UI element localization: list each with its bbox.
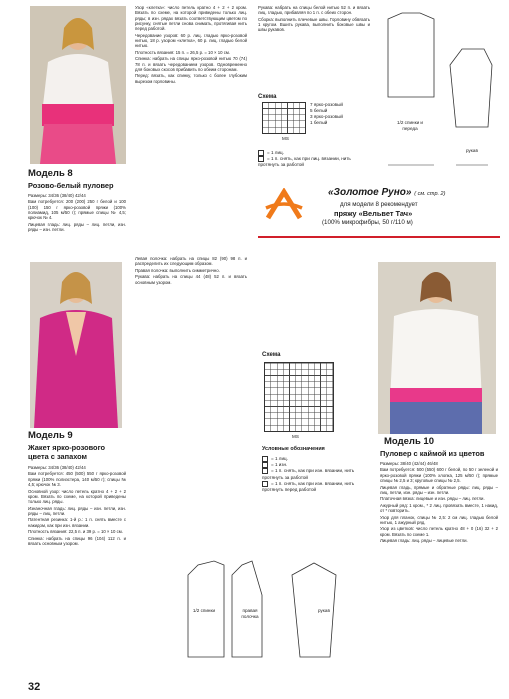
- ad-line1: для модели 8 рекомендует: [340, 201, 418, 208]
- scheme2-marks: [262, 456, 374, 493]
- scheme1-mark-text: = 1 п. снять, как при лиц. вязании, нить протянуть за работой: [258, 156, 351, 168]
- scheme1-marks: [258, 150, 370, 168]
- model8-line-front: Перед: вязать, как спинку, только с более глубоким вырезом горловины.: [135, 73, 247, 84]
- model9-line-materials: Вам потребуется: 450 (500) 550 г ярко-розовой пряжи (100% полиэстера, 140 м/50 г); спицы № 4,5; крючок № 3.: [28, 471, 126, 488]
- model8-line-materials: Вам потребуется: 200 (200) 250 г белой и 100 (100) 150 г ярко-розовой пряжи (100% полиамид, 105 м/50 г); прямые спицы № 4,5; крючок № 4.: [28, 199, 126, 221]
- model10-line-materials: Вам потребуется: 500 (550) 600 г белой, по 50 г зеленой и ярко-розовой пряжи (100% хлопка, 125 м/50 г); прямые спицы № 2,5 и 3; круговые спицы № 2,5.: [380, 467, 498, 484]
- model10-text-col: [380, 461, 498, 545]
- model8-line-assembly: Сборка: выполнить плечевые швы. Горловину обвязать 1 кругом. Вшить рукава, выполнить боковые швы и швы рукавов.: [258, 16, 370, 33]
- model9-line-sizes: Размеры: 34/36 (38/40) 42/44: [28, 465, 86, 470]
- model10-line-garter: Платочная вязка: лицевые и изн. ряды – лиц. петли.: [380, 496, 485, 502]
- model10-heading: Модель 10: [384, 436, 434, 447]
- ad-divider: [258, 236, 500, 238]
- scheme2-symbols-title: Условные обозначения: [262, 446, 325, 452]
- model9-line-right-front: Правая полочка: выполнить симметрично.: [135, 267, 220, 273]
- scheme2-title: Схема: [262, 352, 281, 358]
- ad-line3: (100% микрофибры, 50 г/110 м): [322, 219, 413, 226]
- model8-line-sleeves: Рукава: набрать на спицы белой нитью 52 п. и вязать лиц. гладью, прибавляя по 1 п. с обеих сторон.: [258, 5, 370, 16]
- scheme1-legend: [310, 102, 343, 126]
- slip-front-symbol-icon: [262, 481, 268, 487]
- model10-line-stockinette2: Лицевая гладь: лиц. ряды – лицевые петли.: [380, 538, 468, 544]
- ad-logo: [262, 188, 306, 222]
- model8-text-col3: [258, 5, 370, 34]
- model8-line-gauge: Плотность вязания: 15 п. = 26,5 р. = 10 × 10 см.: [135, 49, 231, 55]
- model8-diagram-back-label: 1/2 спинки и переда: [397, 120, 423, 131]
- model9-diagram-back-label: 1/2 спинки: [192, 608, 216, 613]
- scheme2-mark-text: = 1 п. снять, как при изн. вязании, нить протянуть за работой: [262, 468, 355, 480]
- model10-line-bands: Узор для планок, спицы № 2,5: 2 см лиц. гладью белой нитью, 1 ажурный ряд.: [380, 514, 498, 525]
- model8-photo: [30, 6, 126, 164]
- model9-text-col2: [135, 256, 247, 286]
- ad-line2: пряжу «Вельвет Тач»: [334, 209, 413, 218]
- model9-text-col1: [28, 465, 126, 547]
- model9-line-sleeves: Рукава: набрать на спицы 44 (48) 52 п. и вязать основным узором.: [135, 274, 247, 285]
- scheme2-mark-row: [262, 468, 374, 480]
- ad-brand: [328, 187, 445, 198]
- scheme1-mark-row: [258, 156, 370, 168]
- model9-diagram-front-label: правая полочка: [241, 608, 259, 619]
- model10-line-eyelet: Ажурный ряд: 1 кром., * 2 лиц. провязать вместе, 1 накид, от * повторить.: [380, 502, 498, 514]
- model10-line-sizes: Размеры: 38/40 (42/44) 46/48: [380, 461, 438, 466]
- purl-symbol-icon: [262, 462, 268, 468]
- model9-line-reverse: Изнаночная гладь: лиц. ряды – изн. петли, изн. ряды – лиц. петли.: [28, 505, 126, 516]
- scheme1-legend-row: 3 ярко-розовый: [310, 114, 343, 119]
- model9-diagram-sleeve-label: рукав: [318, 608, 330, 613]
- model9-line-back: Спинка: набрать на спицы 96 (104) 112 п. и вязать основным узором.: [28, 535, 126, 546]
- scheme1-ms: MS: [282, 136, 289, 141]
- model9-line-rib: Патентная резинка: 1-й р.: 1 п. снять вместе с накидом, как при изн. вязании.: [28, 517, 126, 528]
- scheme2-mark-text: = 1 п. снять, как при изн. вязании, нить протянуть перед работой: [262, 480, 355, 492]
- scheme1-legend-row: 5 белый: [310, 108, 328, 113]
- model9-line-pattern: Основной узор: число петель кратно 4 + 2 + 2 кром. Вязать по схеме, на которой приведены только лиц. ряды.: [28, 488, 126, 505]
- scheme2-mark-row: [262, 481, 374, 493]
- scheme2-mark-text: = 1 изн.: [271, 462, 288, 468]
- scheme1-legend-row: 7 ярко-розовый: [310, 102, 343, 107]
- model8-text-col1: [28, 193, 126, 234]
- model10-line-flowers: Узор из цветков: число петель кратно 48 + 0 (16) 32 + 2 кром. Вязать по схеме 1.: [380, 526, 498, 537]
- scheme2-mark-text: = 1 лиц.: [271, 456, 288, 462]
- model9-line-gauge: Плотность вязания: 22,5 п. и 39 р. = 10 × 10 см.: [28, 529, 123, 535]
- ad-brand-name: «Золотое Руно»: [328, 187, 412, 198]
- scheme2-ms: MS: [292, 434, 299, 439]
- model10-photo: [378, 262, 496, 434]
- model8-line-pattern: Узор «клетка»: число петель кратно 4 + 2 + 2 кром. Вязать по схеме, на которой приведены только лиц. ряды; в изн. рядах вязать соответствующим цветом по рисунку, снятые петли снова снимать, протягивая нить перед работой.: [135, 5, 247, 32]
- knit-symbol-icon: [262, 456, 268, 462]
- scheme2-grid: [264, 362, 334, 432]
- model8-heading: Модель 8: [28, 168, 73, 179]
- slip-back-symbol-icon: [262, 468, 268, 474]
- ad-brand-ref: ( см. стр. 2): [414, 191, 446, 197]
- scheme1-title: Схема: [258, 94, 277, 100]
- scheme1-mark-text: = 1 лиц.: [267, 150, 284, 156]
- model8-schematic: [380, 5, 498, 180]
- model9-photo: [30, 262, 122, 428]
- scheme1-legend-row: 1 белый: [310, 120, 328, 125]
- model9-title: Жакет ярко-розового цвета с запахом: [28, 443, 106, 461]
- scheme1-grid: [262, 102, 306, 134]
- model8-diagram-sleeve-label: рукав: [466, 148, 478, 153]
- model10-title: Пуловер с каймой из цветов: [380, 449, 485, 458]
- page-number: 32: [28, 681, 41, 693]
- model8-line-sequence: Чередование узоров: 60 р. лиц. гладью ярко-розовой нитью, 18 р. узором «клетка», 60 р. лиц. гладью белой нитью.: [135, 32, 247, 49]
- model8-line-back: Спинка: набрать на спицы ярко-розовой нитью 70 (74) 78 п. и вязать чередованием узоров. Одновременно для боковых скосов прибавить по обеим сторонам.: [135, 56, 247, 72]
- model8-title: Розово-белый пуловер: [28, 181, 114, 190]
- model9-line-left-front: Левая полочка: набрать на спицы 82 (90) 98 п. и распределить их следующим образом.: [135, 256, 247, 267]
- model8-line-stockinette: Лицевая гладь: лиц. ряды – лиц. петли, изн. ряды – изн. петли.: [28, 221, 126, 233]
- model8-text-col2: [135, 5, 247, 85]
- model8-line-sizes: Размеры: 34/36 (38/40) 42/44: [28, 193, 86, 198]
- knit-symbol-icon: [258, 150, 264, 156]
- model9-heading: Модель 9: [28, 430, 73, 441]
- model10-line-stockinette: Лицевая гладь, прямые и обратные ряды: лиц. ряды – лиц. петли, изн. ряды – изн. петли.: [380, 484, 498, 495]
